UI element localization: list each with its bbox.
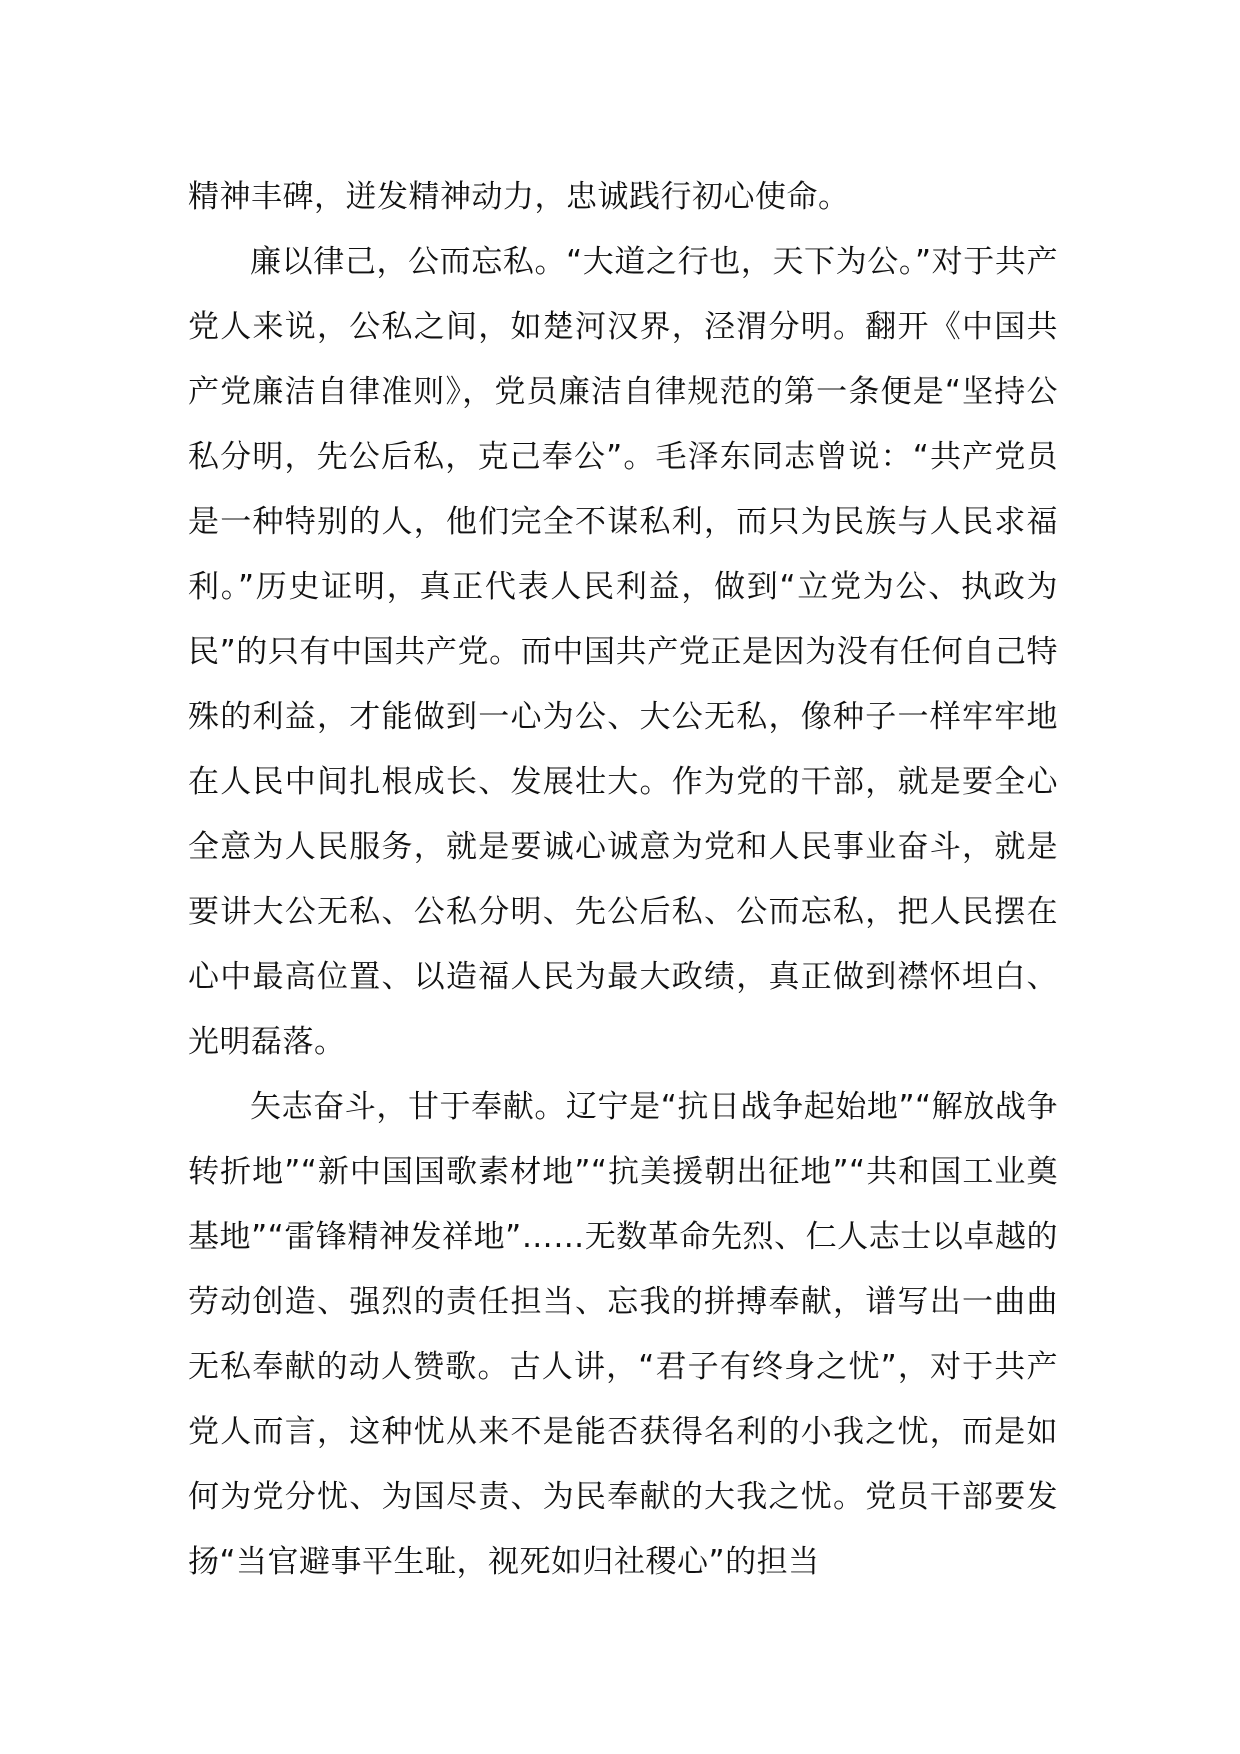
paragraph-dedication: 矢志奋斗，甘于奉献。辽宁是“抗日战争起始地”“解放战争转折地”“新中国国歌素材地”“抗美援朝出征地”“共和国工业奠基地”“雷锋精神发祥地”……无数革命先烈、仁人志士以卓越的劳动创造、强烈的责任担当、忘我的拼搏奉献，谱写出一曲曲无私奉献的动人赞歌。古人讲，“君子有终身之忧”，对于共产党人而言，这种忧从来不是能否获得名利的小我之忧，而是如何为党分忧、为国尽责、为民奉献的大我之忧。党员干部要发扬“当官避事平生耻，视死如归社稷心”的担当 [188,1089,1058,1580]
paragraph-integrity: 廉以律己，公而忘私。“大道之行也，天下为公。”对于共产党人来说，公私之间，如楚河汉界，泾渭分明。翻开《中国共产党廉洁自律准则》，党员廉洁自律规范的第一条便是“坚持公私分明，先公后私，克己奉公”。毛泽东同志曾说：“共产党员是一种特别的人，他们完全不谋私利，而只为民族与人民求福利。”历史证明，真正代表人民利益，做到“立党为公、执政为民”的只有中国共产党。而中国共产党正是因为没有任何自己特殊的利益，才能做到一心为公、大公无私，像种子一样牢牢地在人民中间扎根成长、发展壮大。作为党的干部，就是要全心全意为人民服务，就是要诚心诚意为党和人民事业奋斗，就是要讲大公无私、公私分明、先公后私、公而忘私，把人民摆在心中最高位置、以造福人民为最大政绩，真正做到襟怀坦白、光明磊落。 [188,244,1058,1060]
document-body [188,165,1058,1595]
paragraph-continued: 精神丰碑，迸发精神动力，忠诚践行初心使命。 [188,179,850,215]
